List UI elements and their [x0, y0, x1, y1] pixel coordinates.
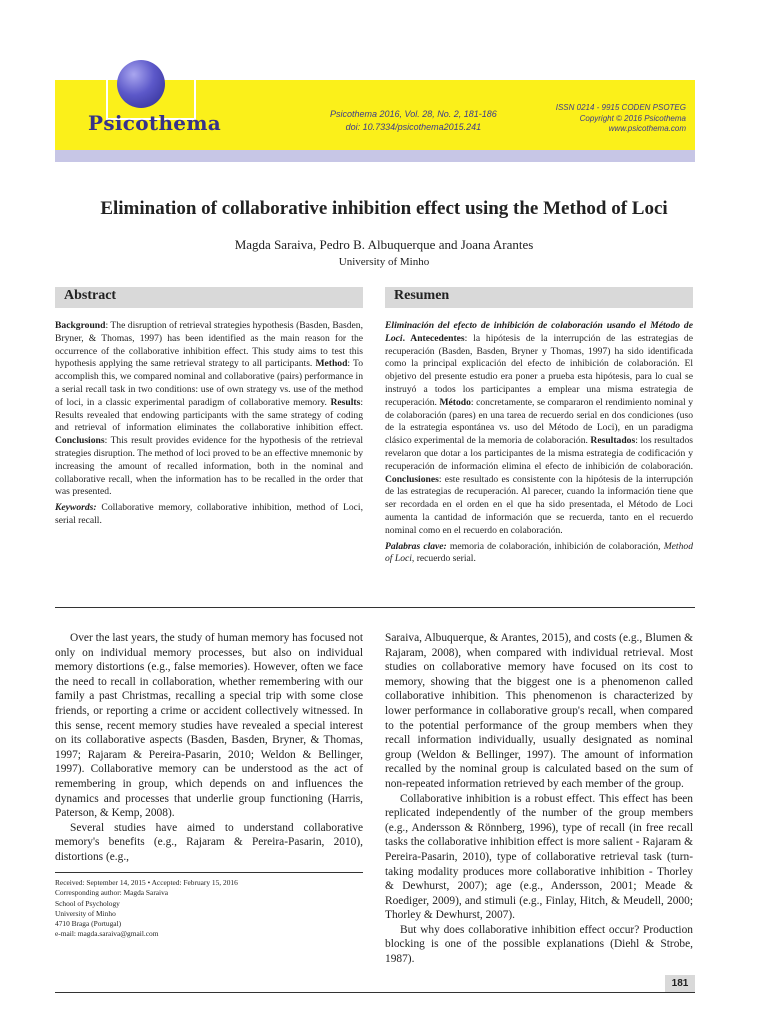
page-number: 181	[665, 975, 695, 992]
label-keywords: Keywords:	[55, 502, 97, 514]
footnote-dates: Received: September 14, 2015 • Accepted: February 15, 2016	[55, 878, 238, 887]
abstract-paragraph	[55, 320, 363, 499]
text-method-of-loci: Method of Loci	[385, 540, 693, 565]
footnote-divider	[55, 872, 363, 873]
text-method: : To accomplish this, we compared nominal and collaborative (pairs) performance in a serial recall task in two conditions: use of own strategy vs. use of the method of loci, in a classic experimental paradigm of collaborative memory.	[55, 358, 363, 408]
abstract-heading: Abstract	[55, 287, 363, 308]
body-paragraph: But why does collaborative inhibition effect occur? Production blocking is one of the possible explanations (Diehl & Strobe, 1987).	[385, 923, 693, 966]
section-divider	[55, 607, 695, 608]
header-strip	[55, 150, 695, 162]
website-line: www.psicothema.com	[608, 124, 686, 133]
resumen-paragraph	[385, 320, 693, 538]
text-background: : The disruption of retrieval strategies hypothesis (Basden, Basden, Bryner, & Thomas, 1997) has been identified as the main reason for the occurrence of the collaborative inhibition effect. This study aims to test this hypothesis applying the same retrieval strategy to all participants.	[55, 320, 363, 370]
issn-block	[520, 103, 686, 135]
footnote-school: School of Psychology	[55, 898, 120, 908]
text-resultados: : los resultados revelaron que dotar a los participantes de la misma estrategia de codificación y recuperación de información elimina el efecto de inhibición de colaboración.	[385, 435, 694, 472]
resumen-keywords	[385, 541, 693, 567]
body-column-left	[55, 631, 363, 865]
citation-block	[330, 108, 497, 134]
body-paragraph: Several studies have aimed to understand collaborative memory's benefits (e.g., Rajaram & Pereira-Pasarin, 2010), distortions (e.g.,	[55, 821, 363, 863]
affiliation: University of Minho	[338, 256, 430, 268]
bottom-rule	[55, 992, 695, 993]
body-column-right	[385, 631, 693, 967]
text-conclusiones: : este resultado es consistente con la hipótesis de la interrupción de las estrategias de recuperación. Al parecer, cuando la información tiene que ser recordada en el orden en el que ha sido presentada, el Método de Loci aumenta la cantidad de información que se recuerda, tanto en el recuerdo nominal como en el recuerdo en colaboración.	[385, 473, 693, 536]
abstract-text	[55, 320, 363, 528]
footnote-university: University of Minho	[55, 908, 116, 918]
logo-sphere-icon	[117, 60, 165, 108]
resumen-title: Eliminación del efecto de inhibición de colaboración usando el Método de Loci	[385, 320, 693, 344]
text-conclusions: : This result provides evidence for the hypothesis of the retrieval strategies disruption. The method of loci proved to be an effective mnemonic by increasing the amount of recalled information, both in the nominal and collaborative recall, when the information has to be recalled in the order that was presented.	[55, 435, 363, 498]
text-keywords: Collaborative memory, collaborative inhibition, method of Loci, serial recall.	[55, 502, 363, 526]
label-resultados: Resultados	[590, 435, 636, 447]
journal-logo-text: Psicothema	[88, 111, 222, 135]
footnote-corresponding: Corresponding author: Magda Saraiva	[55, 888, 169, 898]
label-palabras-clave: Palabras clave:	[385, 540, 447, 552]
paper-title: Elimination of collaborative inhibition effect using the Method of Loci	[100, 198, 668, 219]
body-paragraph: Saraiva, Albuquerque, & Arantes, 2015), and costs (e.g., Blumen & Rajaram, 2008), when compared with individual retrieval. Most studies on collaborative memory have focused on its cost to memory, showing that the biggest one is a phenomenon called collaborative inhibition. This phenomenon is characterized by lower performance in collaborative group's recall, when compared to the potential performance of the group members when they recall information individually, usually designated as nominal group (Weldon & Bellinger, 1997). The amount of information recalled by the nominal group is calculated based on the sum of non-repeated information retrieved by each member of the group.	[385, 632, 693, 790]
text-results: : Results revealed that endowing participants with the same strategy of coding and retrieval of information eliminates the collaborative inhibition effect.	[55, 396, 363, 434]
resumen-heading: Resumen	[385, 287, 693, 308]
body-paragraph: Over the last years, the study of human memory has focused not only on individual memory processes, but also on individual memory distortions (e.g., false memories). However, often we face the need to recall in collaboration, whether remembering with our family a past Christmas, recalling a special trip with some close friends, or reporting a crime or accident collectively witnessed. In this sense, recent memory studies have revealed a special interest on its collaborative aspects (Basden, Basden, Bryner, & Thomas, 1997; Rajaram & Pereira-Pasarin, 2010; Weldon & Bellinger, 1997). Collaborative memory can be understood as the act of remembering in group, which depends on and influences the dynamics and processes that underlie group functioning (Harris, Paterson, & Kemp, 2008).	[55, 632, 363, 820]
body-paragraph: Collaborative inhibition is a robust effect. This effect has been replicated independently of the number of the group members (e.g., Andersson & Rönnberg, 1996), type of recall (in free recall tasks the collaborative inhibition effect is more salient - Rajaram & Pereira-Pasarin, 2010), type of collaborative retrieval task (turn-taking modality produces more collaborative inhibition - Thorley & Dewhurst, 2007); age (e.g., Andersson, 2001; Meade & Roediger, 2009), and stimuli (e.g., Finlay, Hitch, & Meudell, 2000; Thorley & Dewhurst, 2007).	[385, 792, 693, 922]
copyright-line: Copyright © 2016 Psicothema	[579, 113, 686, 123]
authors: Magda Saraiva, Pedro B. Albuquerque and Joana Arantes	[234, 237, 534, 252]
label-antecedentes: Antecedentes	[410, 332, 465, 344]
text-metodo: : concretamente, se compararon el rendimiento nominal y de colaboración (pares) en una tarea de recuerdo serial en dos condiciones (uso de la estrategia espontánea vs. uso del Método de Loci), en un paradigma clásico experimental de la memoria de colaboración.	[385, 396, 693, 447]
footnote	[55, 878, 363, 940]
text-palabras-end: , recuerdo serial.	[411, 553, 476, 565]
footnote-city: 4710 Braga (Portugal)	[55, 919, 122, 929]
issn-line: ISSN 0214 - 9915 CODEN PSOTEG	[555, 103, 686, 112]
text-antecedentes: : la hipótesis de la interrupción de las estrategias de recuperación (Basden, Basden, Bryner y Thomas, 1997) ha sido identificada como la principal explicación del efecto de inhibición de colaboración. El objetivo del presente estudio era poner a prueba esta hipótesis, para lo cual se instruyó a todos los participantes a emplear una misma estrategia de recuperación.	[385, 332, 693, 408]
abstract-keywords	[55, 502, 363, 528]
citation-line: Psicothema 2016, Vol. 28, No. 2, 181-186	[330, 109, 497, 119]
resumen-title-end: .	[402, 332, 411, 344]
label-method: Method	[315, 358, 348, 370]
label-metodo: Método	[439, 396, 471, 408]
resumen-text	[385, 320, 693, 566]
text-palabras-clave: memoria de colaboración, inhibición de colaboración,	[446, 540, 664, 552]
label-background: Background	[55, 320, 106, 331]
label-conclusiones: Conclusiones	[385, 473, 439, 485]
label-results: Results	[330, 396, 361, 408]
doi-line: doi: 10.7334/psicothema2015.241	[345, 122, 482, 132]
footnote-email: e-mail: magda.saraiva@gmail.com	[55, 929, 159, 939]
label-conclusions: Conclusions	[55, 435, 105, 447]
